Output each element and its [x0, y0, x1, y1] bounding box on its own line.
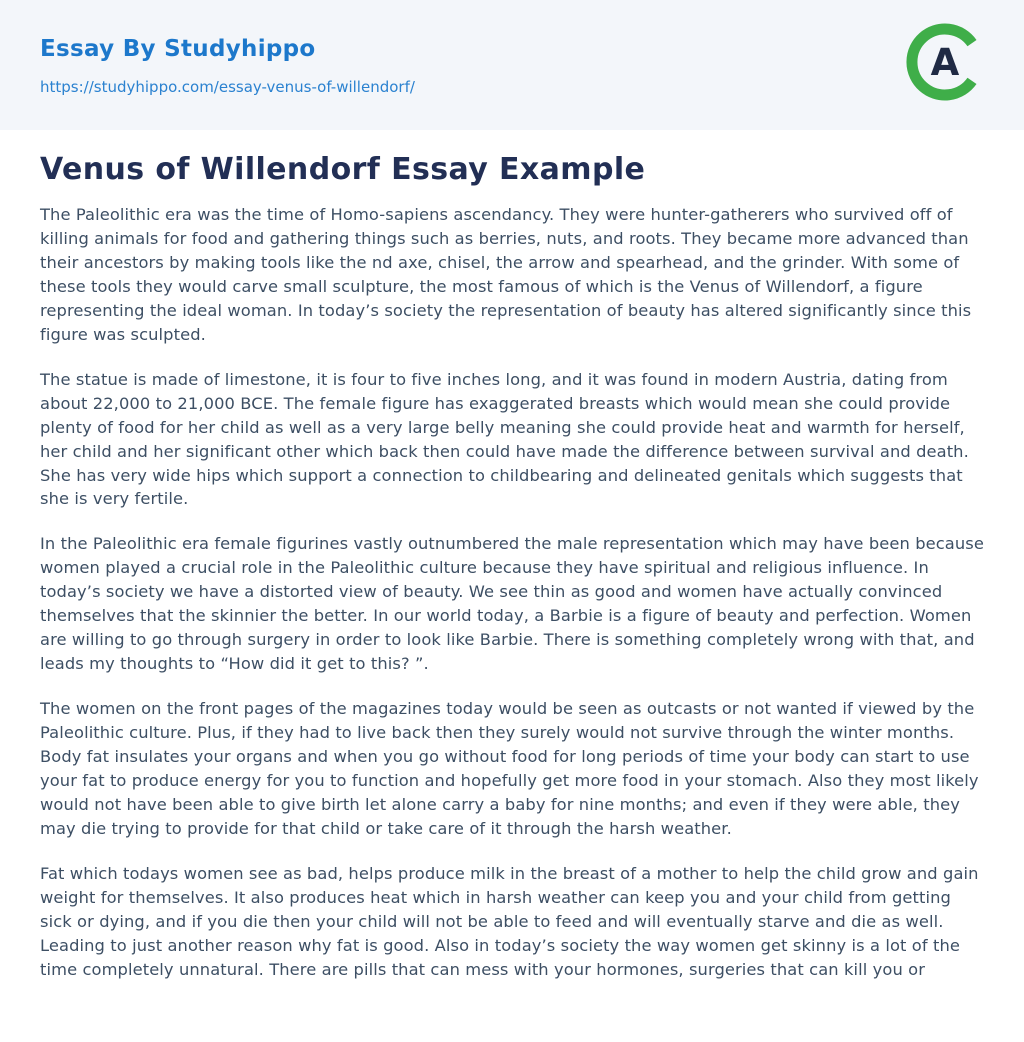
essay-paragraph: The statue is made of limestone, it is four to five inches long, and it was found in modern Austria, dating from about 22,000 to 21,000 BCE. The female figure has exaggerated breasts which would mean she could provide plenty of food for her child as well as a very large belly meaning she could provide heat and warmth for herself, her child and her significant other which back then could have made the difference between survival and death. She has very wide hips which support a connection to childbearing and delineated genitals which suggests that she is very fertile. [40, 369, 969, 509]
essay-article [0, 130, 1024, 1042]
essay-paragraph: Fat which todays women see as bad, helps produce milk in the breast of a mother to help the child grow and gain weight for themselves. It also produces heat which in harsh weather can keep you and your child from getting sick or dying, and if you die then your child will not be able to feed and will eventually starve and die as well. Leading to just another reason why fat is good. Also in today’s society the way women get skinny is a lot of the time completely unnatural. There are pills that can mess with your hormones, surgeries that can kill you or [40, 863, 979, 979]
essay-paragraph: The Paleolithic era was the time of Homo-sapiens ascendancy. They were hunter-gatherers who survived off of killing animals for food and gathering things such as berries, nuts, and roots. They became more advanced than their ancestors by making tools like the nd axe, chisel, the arrow and spearhead, and the grinder. With some of these tools they would carve small sculpture, the most famous of which is the Venus of Willendorf, a figure representing the ideal woman. In today’s society the representation of beauty has altered significantly since this figure was sculpted. [40, 205, 972, 344]
essay-body [40, 203, 984, 982]
logo-letter: A [930, 41, 960, 84]
logo-ring-icon [905, 22, 985, 102]
essay-paragraph: In the Paleolithic era female figurines vastly outnumbered the male representation which may have been because women played a crucial role in the Paleolithic culture because they have spiritual and religious influence. In today’s society we have a distorted view of beauty. We see thin as good and women have actually convinced themselves that the skinnier the better. In our world today, a Barbie is a figure of beauty and perfection. Women are willing to go through surgery in order to look like Barbie. There is something completely wrong with that, and leads my thoughts to “How did it get to this? ”. [40, 534, 984, 674]
essay-title: Venus of Willendorf Essay Example [40, 152, 646, 187]
studyhippo-logo [905, 22, 985, 102]
essay-paragraph: The women on the front pages of the magazines today would be seen as outcasts or not wanted if viewed by the Paleolithic culture. Plus, if they had to live back then they surely would not survive through the winter months. Body fat insulates your organs and when you go without food for long periods of time your body can start to use your fat to produce energy for you to function and hopefully get more food in your stomach. Also they most likely would not have been able to give birth let alone carry a baby for nine months; and even if they were able, they may die trying to provide for that child or take care of it through the harsh weather. [40, 699, 979, 838]
site-title: Essay By Studyhippo [40, 36, 316, 62]
page-header [0, 0, 1024, 130]
source-url-link[interactable]: https://studyhippo.com/essay-venus-of-willendorf/ [40, 78, 415, 96]
